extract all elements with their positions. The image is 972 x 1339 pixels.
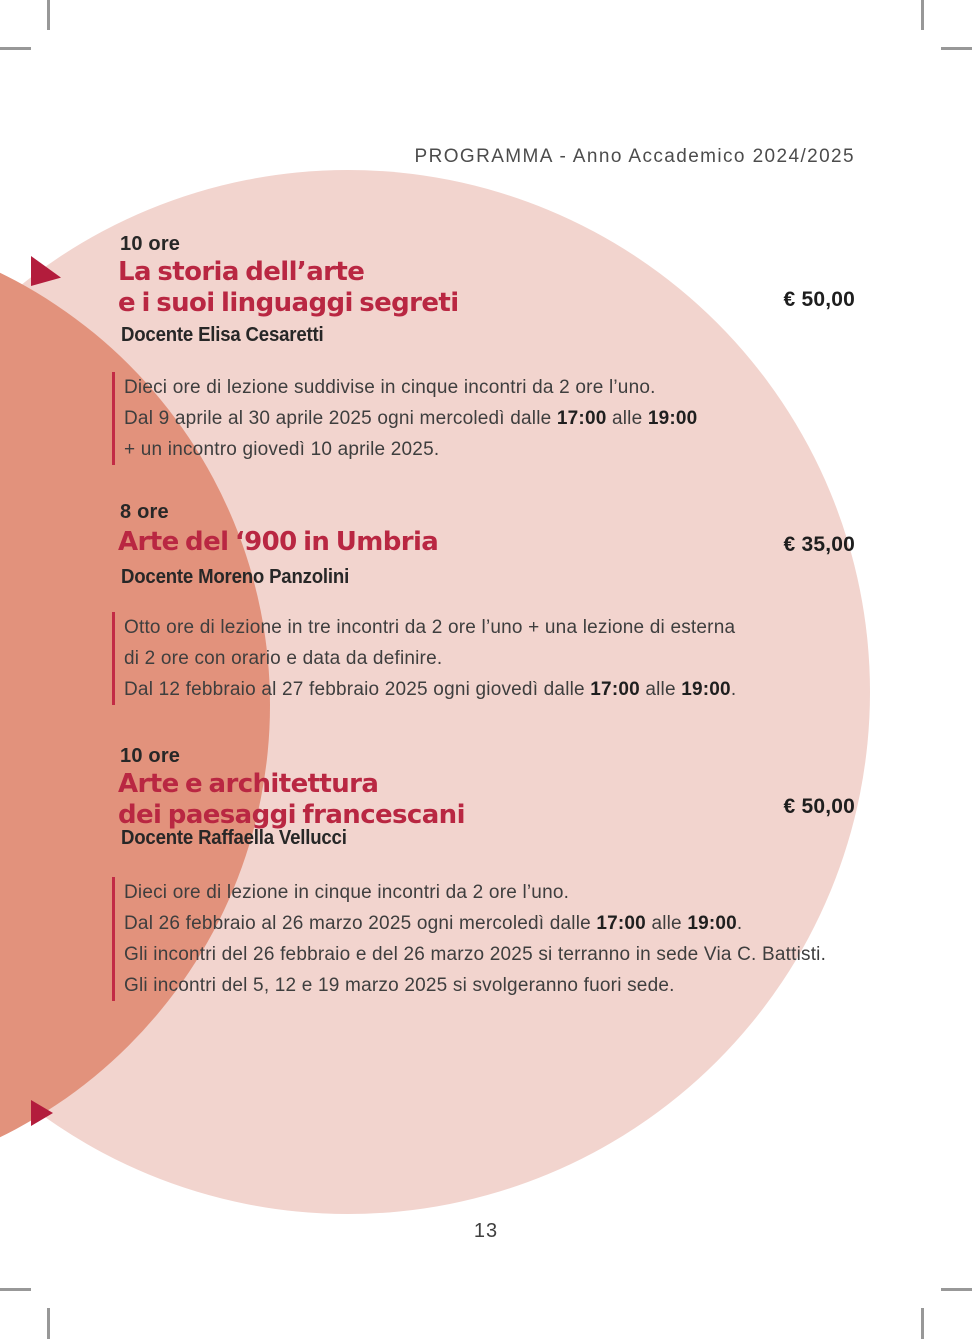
course-description — [112, 877, 826, 1001]
course-description — [112, 372, 697, 465]
course-teacher: Docente Raffaella Vellucci — [121, 827, 347, 849]
description-line: Gli incontri del 5, 12 e 19 marzo 2025 si svolgeranno fuori sede. — [124, 975, 675, 996]
course-hours: 10 ore — [120, 745, 181, 767]
description-line: Dal 12 febbraio al 27 febbraio 2025 ogni giovedì dalle 17:00 alle 19:00. — [124, 679, 737, 700]
description-line: di 2 ore con orario e data da definire. — [124, 648, 443, 669]
course-price: € 50,00 — [783, 288, 855, 311]
course-title — [118, 527, 438, 558]
description-line: Gli incontri del 26 febbraio e del 26 marzo 2025 si terranno in sede Via C. Battisti. — [124, 944, 827, 965]
course-hours: 8 ore — [120, 501, 169, 523]
page-number: 13 — [473, 1220, 499, 1242]
course-title — [118, 769, 465, 831]
course-description — [112, 612, 736, 705]
description-line: Otto ore di lezione in tre incontri da 2 ore l’uno + una lezione di esterna — [124, 617, 736, 638]
course-price: € 35,00 — [783, 533, 855, 556]
course-title-line: Arte del ‘900 in Umbria — [118, 527, 439, 557]
course-hours: 10 ore — [120, 233, 181, 255]
description-line: Dal 9 aprile al 30 aprile 2025 ogni mercoledì dalle 17:00 alle 19:00 — [124, 408, 698, 429]
description-line: + un incontro giovedì 10 aprile 2025. — [124, 439, 440, 460]
description-line: Dieci ore di lezione suddivise in cinque incontri da 2 ore l’uno. — [124, 377, 656, 398]
course-price: € 50,00 — [783, 795, 855, 818]
course-teacher: Docente Moreno Panzolini — [121, 566, 350, 588]
course-title-line: e i suoi linguaggi segreti — [118, 288, 459, 318]
course-title-line: La storia dell’arte — [118, 257, 365, 287]
course-title — [118, 257, 459, 319]
course-teacher: Docente Elisa Cesaretti — [121, 324, 324, 346]
course-title-line: Arte e architettura — [118, 769, 379, 799]
description-line: Dieci ore di lezione in cinque incontri da 2 ore l’uno. — [124, 882, 570, 903]
description-line: Dal 26 febbraio al 26 marzo 2025 ogni mercoledì dalle 17:00 alle 19:00. — [124, 913, 743, 934]
page-header: PROGRAMMA - Anno Accademico 2024/2025 — [414, 146, 855, 167]
course-title-line: dei paesaggi francescani — [118, 800, 465, 830]
